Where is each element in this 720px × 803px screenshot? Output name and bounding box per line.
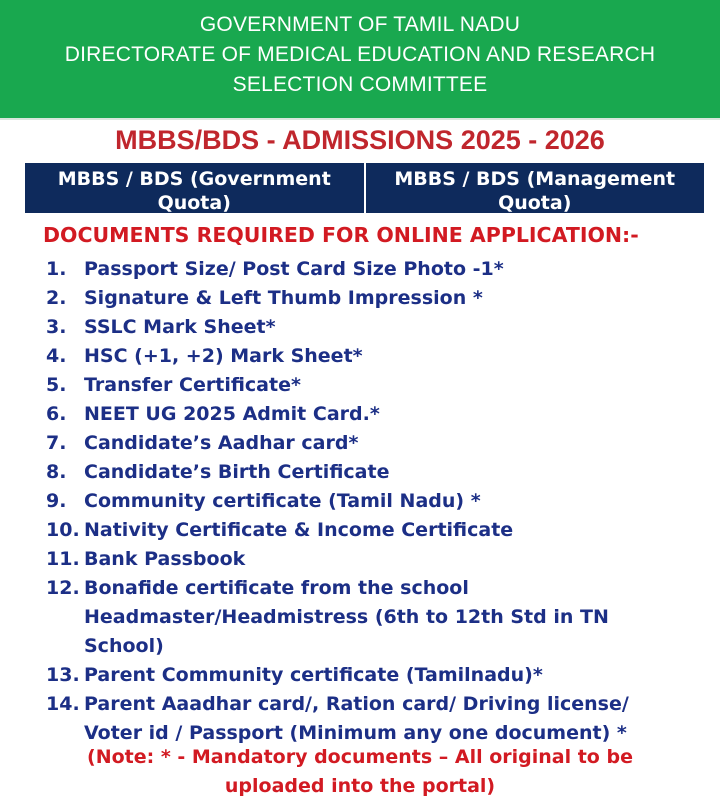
list-item xyxy=(46,661,716,690)
list-item-text: Community certificate (Tamil Nadu) * xyxy=(84,490,481,512)
list-item-text: Passport Size/ Post Card Size Photo -1* xyxy=(84,258,504,280)
list-item xyxy=(46,458,716,487)
list-item-text-line1: Bonafide certificate from the school xyxy=(84,577,469,599)
list-item xyxy=(46,487,716,516)
list-item xyxy=(46,371,716,400)
list-item-text: Nativity Certificate & Income Certificate xyxy=(84,519,514,541)
list-item-text: Signature & Left Thumb Impression * xyxy=(84,287,483,309)
list-item-number: 7. xyxy=(46,432,67,454)
list-item-text-line2: Headmaster/Headmistress (6th to 12th Std in TN xyxy=(84,606,609,628)
list-item-number: 10. xyxy=(46,519,80,541)
header-directorate: DIRECTORATE OF MEDICAL EDUCATION AND RESEARCH xyxy=(64,43,656,66)
list-item-text xyxy=(84,574,716,661)
list-item xyxy=(46,342,716,371)
list-item-text-line3: School) xyxy=(84,635,164,657)
list-item-text: Transfer Certificate* xyxy=(84,374,301,396)
list-item-number: 12. xyxy=(46,577,80,599)
header-government: GOVERNMENT OF TAMIL NADU xyxy=(199,13,521,36)
mandatory-note xyxy=(0,743,720,801)
list-item-number: 3. xyxy=(46,316,67,338)
list-item xyxy=(46,400,716,429)
list-item xyxy=(46,545,716,574)
tab-government-quota-line2: Quota) xyxy=(157,192,231,213)
tab-management-quota-line1: MBBS / BDS (Management xyxy=(394,168,676,190)
list-item xyxy=(46,690,716,748)
list-item-text xyxy=(84,690,716,748)
list-item-number: 5. xyxy=(46,374,67,396)
list-item xyxy=(46,284,716,313)
list-item-number: 9. xyxy=(46,490,67,512)
tab-management-quota-line2: Quota) xyxy=(498,192,572,213)
list-item-number: 11. xyxy=(46,548,80,570)
documents-list xyxy=(46,255,716,748)
documents-heading: DOCUMENTS REQUIRED FOR ONLINE APPLICATION:- xyxy=(43,223,639,247)
quota-tabs xyxy=(25,163,704,213)
list-item-number: 14. xyxy=(46,693,80,715)
tab-management-quota[interactable] xyxy=(364,163,705,213)
list-item-text: NEET UG 2025 Admit Card.* xyxy=(84,403,380,425)
list-item-number: 2. xyxy=(46,287,67,309)
header-committee: SELECTION COMMITTEE xyxy=(232,73,488,96)
list-item-number: 4. xyxy=(46,345,67,367)
list-item-number: 8. xyxy=(46,461,67,483)
list-item-text: Candidate’s Aadhar card* xyxy=(84,432,359,454)
list-item xyxy=(46,574,716,661)
header-banner xyxy=(0,0,720,118)
list-item-text-line1: Parent Aaadhar card/, Ration card/ Driving license/ xyxy=(84,693,629,715)
list-item-text: Candidate’s Birth Certificate xyxy=(84,461,390,483)
list-item-text: Bank Passbook xyxy=(84,548,246,570)
tab-government-quota[interactable] xyxy=(25,163,364,213)
list-item-text: SSLC Mark Sheet* xyxy=(84,316,276,338)
list-item-text: HSC (+1, +2) Mark Sheet* xyxy=(84,345,363,367)
list-item xyxy=(46,255,716,284)
tab-government-quota-line1: MBBS / BDS (Government xyxy=(57,168,331,190)
list-item xyxy=(46,313,716,342)
page-title: MBBS/BDS - ADMISSIONS 2025 - 2026 xyxy=(115,125,605,155)
list-item-text-line2: Voter id / Passport (Minimum any one document) * xyxy=(84,722,627,744)
note-line1: (Note: * - Mandatory documents – All original to be xyxy=(87,746,633,768)
note-line2: uploaded into the portal) xyxy=(224,775,496,797)
list-item-number: 1. xyxy=(46,258,67,280)
list-item-number: 13. xyxy=(46,664,80,686)
list-item-text: Parent Community certificate (Tamilnadu)* xyxy=(84,664,543,686)
list-item xyxy=(46,516,716,545)
list-item xyxy=(46,429,716,458)
list-item-number: 6. xyxy=(46,403,67,425)
